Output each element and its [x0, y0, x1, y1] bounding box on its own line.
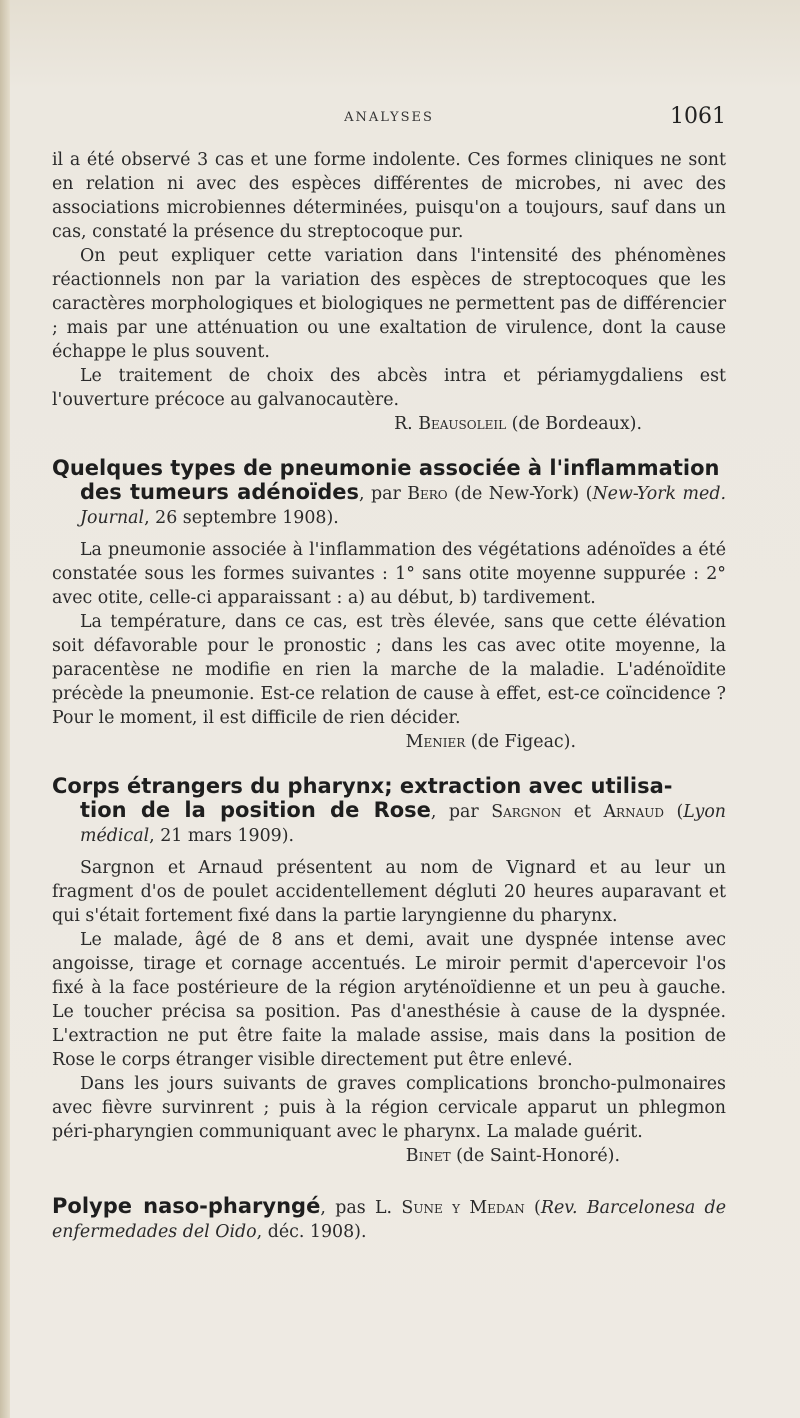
article-citation [52, 798, 726, 848]
citation-text: , pas L. [320, 1198, 402, 1218]
author-name: Sune y Medan [401, 1198, 525, 1218]
article-heading [52, 774, 726, 848]
paragraph: On peut expliquer cette variation dans l'intensité des phénomènes réactionnels non par la variation des espèces de streptocoques que les caractères morphologiques et biologiques ne permettent pas de différencier ; mais par une atténuation ou une exaltation de virulence, dont la cause échappe le plus souvent. [52, 246, 727, 362]
signature-place: (de Saint-Honoré). [450, 1146, 620, 1166]
citation-text: ( [524, 1198, 541, 1218]
journal-name: Lyon médical [80, 802, 727, 846]
article-citation [52, 1194, 726, 1244]
paragraph: Dans les jours suivants de graves complications broncho-pulmonaires avec fièvre survinrent ; puis à la région cervicale apparut un phlegmon péri-pharyngien communiquant avec le pharynx. La malade guérit. [52, 1074, 726, 1142]
paragraph: La température, dans ce cas, est très élevée, sans que cette élévation soit défavorable pour le pronostic ; dans les cas avec otite moyenne, la paracentèse ne modifie en rien la marche de la maladie. L'adénoïdite précède la pneumonie. Est-ce relation de cause à effet, est-ce coïncidence ? Pour le moment, il est difficile de rien décider. [52, 612, 726, 728]
citation-text: ( [664, 802, 684, 822]
signature-name: Menier [405, 732, 466, 752]
author-name: Arnaud [603, 802, 664, 822]
signature [52, 412, 726, 436]
signature-name: Binet [405, 1146, 451, 1166]
article-title-continued: tion de la position de Rose [80, 798, 431, 822]
citation-text: , par [430, 802, 492, 822]
author-name: Bero [407, 484, 448, 504]
citation-text: , par [358, 484, 408, 504]
article-title: Quelques types de pneumonie associée à l'inflammation [52, 456, 720, 480]
article-heading [52, 456, 726, 530]
page-edge-shadow [0, 0, 10, 1418]
paragraph: La pneumonie associée à l'inflammation des végétations adénoïdes a été constatée sous les formes suivantes : 1° sans otite moyenne suppurée : 2° avec otite, celle-ci apparaissant : a) au début, b) tardivement. [52, 540, 726, 608]
article-heading [52, 1194, 726, 1244]
journal-name: New-York med. Journal [80, 484, 726, 528]
author-name: Sargnon [491, 802, 562, 822]
page-header [52, 104, 726, 134]
page-number: 1061 [670, 104, 726, 129]
article-title: Corps étrangers du pharynx; extraction avec utilisa- [52, 774, 673, 798]
running-head: ANALYSES [344, 110, 434, 125]
signature-name: R. Beausoleil [394, 414, 507, 434]
citation-date: , 21 mars 1909). [149, 826, 295, 846]
citation-text: (de New-York) ( [447, 484, 593, 504]
article-title-continued: des tumeurs adénoïdes [80, 480, 359, 504]
citation-date: , déc. 1908). [256, 1222, 367, 1242]
signature-place: (de Figeac). [465, 732, 576, 752]
paragraph: Le traitement de choix des abcès intra et périamygdaliens est l'ouverture précoce au galvanocautère. [52, 366, 726, 410]
signature [52, 1144, 726, 1168]
citation-text: et [561, 802, 604, 822]
citation-date: , 26 septembre 1908). [144, 508, 339, 528]
journal-name: Rev. Barcelonesa de enfermedades del Oido [52, 1198, 726, 1242]
page-body [52, 148, 726, 1252]
signature [52, 730, 726, 754]
article-title: Polype naso-pharyngé [52, 1194, 321, 1218]
paragraph: Sargnon et Arnaud présentent au nom de Vignard et au leur un fragment d'os de poulet accidentellement dégluti 20 heures auparavant et qui s'était fortement fixé dans la partie laryngienne du pharynx. [52, 858, 726, 926]
paragraph: Le malade, âgé de 8 ans et demi, avait une dyspnée intense avec angoisse, tirage et cornage accentués. Le miroir permit d'apercevoir l'os fixé à la face postérieure de la région aryténoïdienne et un peu à gauche. Le toucher précisa sa position. Pas d'anesthésie à cause de la dyspnée. L'extraction ne put être faite la malade assise, mais dans la position de Rose le corps étranger visible directement put être enlevé. [52, 930, 726, 1070]
signature-place: (de Bordeaux). [506, 414, 642, 434]
article-citation [52, 480, 726, 530]
paragraph: il a été observé 3 cas et une forme indolente. Ces formes cliniques ne sont en relation ni avec des espèces différentes de microbes, ni avec des associations microbiennes déterminées, puisqu'on a toujours, sauf dans un cas, constaté la présence du streptocoque pur. [52, 150, 726, 242]
